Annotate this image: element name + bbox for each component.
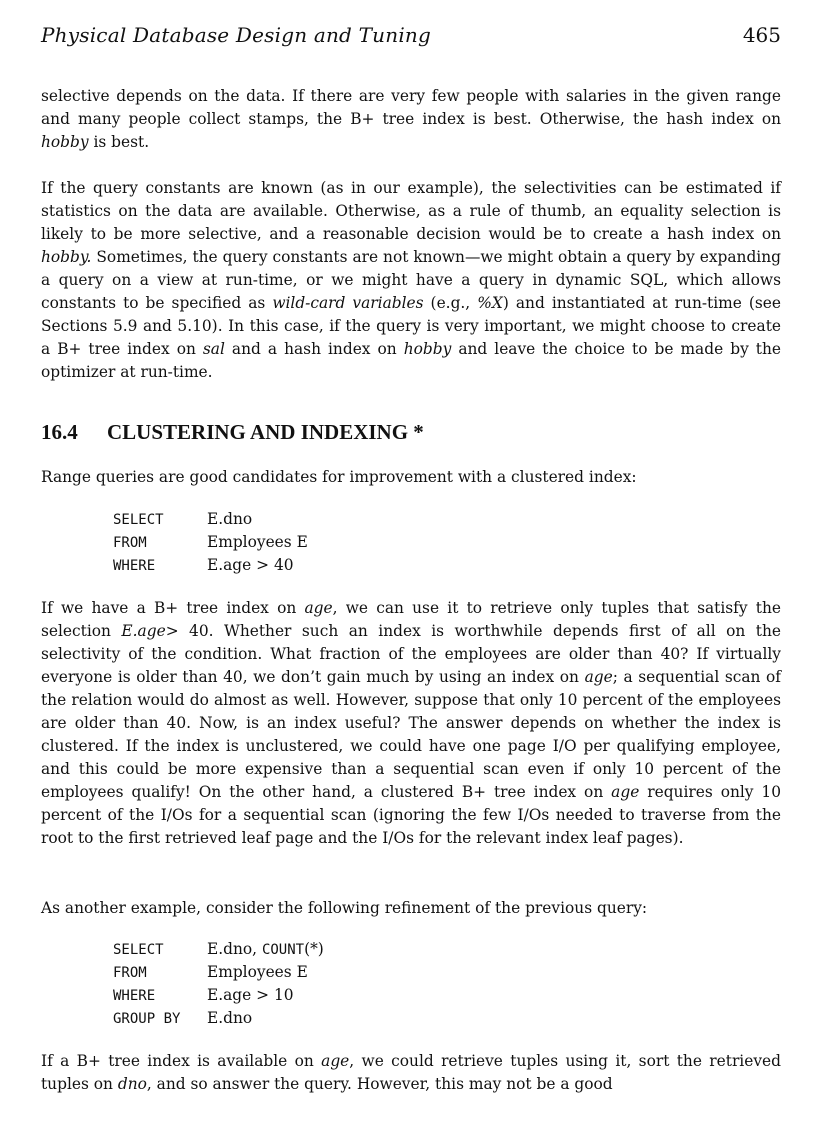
section-number: 16.4: [41, 420, 78, 444]
book-page: [41, 0, 781, 1123]
sql-line: WHERE E.age > 10: [113, 986, 294, 1005]
sql-line: WHERE E.age > 40: [113, 556, 294, 575]
paragraph: If we have a B+ tree index on age, we can use it to retrieve only tuples that satisfy the selection E.age> 40. Whether such an index is worthwhile depends first of all on the selectivity of the condition. What fraction of the employees are older than 40? If virtually everyone is older than 40, we don’t gain much by using an index on age; a sequential scan of the relation would do almost as well. However, suppose that only 10 percent of the employees are older than 40. Now, is an index useful? The answer depends on whether the index is clustered. If the index is unclustered, we could have one page I/O per qualifying employee, and this could be more expensive than a sequential scan even if only 10 percent of the employees qualify! On the other hand, a clustered B+ tree index on age requires only 10 percent of the I/Os for a sequential scan (ignoring the few I/Os needed to traverse from the root to the first retrieved leaf page and the I/Os for the relevant index leaf pages).: [41, 599, 782, 848]
paragraph: If a B+ tree index is available on age, we could retrieve tuples using it, sort the retrieved tuples on dno, and so answer the query. However, this may not be a good: [41, 1052, 781, 1094]
sql-line: FROM Employees E: [113, 533, 308, 552]
page-header: [41, 22, 781, 48]
running-title: Physical Database Design and Tuning: [41, 23, 431, 47]
section-title: CLUSTERING AND INDEXING *: [107, 420, 424, 444]
paragraph: If the query constants are known (as in our example), the selectivities can be estimated if statistics on the data are available. Otherwise, as a rule of thumb, an equality selection is likely to be more selective, and a reasonable decision would be to create a hash index on hobby. Sometimes, the query constants are not known—we might obtain a query by expanding a query on a view at run-time, or we might have a query in dynamic SQL, which allows constants to be specified as wild-card variables (e.g., %X) and instantiated at run-time (see Sections 5.9 and 5.10). In this case, if the query is very important, we might choose to create a B+ tree index on sal and a hash index on hobby and leave the choice to be made by the optimizer at run-time.: [41, 179, 782, 382]
page-number: 465: [742, 23, 781, 47]
sql-query: [113, 938, 324, 1030]
sql-line: SELECT E.dno, COUNT(*): [113, 940, 324, 958]
sql-line: FROM Employees E: [113, 963, 308, 982]
paragraph: selective depends on the data. If there are very few people with salaries in the given range and many people collect stamps, the B+ tree index is best. Otherwise, the hash index on hobby is best.: [41, 87, 781, 152]
sql-line: GROUP BY E.dno: [113, 1009, 253, 1028]
section-heading: [41, 418, 424, 446]
sql-line: SELECT E.dno: [113, 510, 253, 528]
sql-query: [113, 508, 308, 577]
paragraph: As another example, consider the following refinement of the previous query:: [41, 899, 648, 917]
paragraph: Range queries are good candidates for improvement with a clustered index:: [41, 468, 637, 486]
